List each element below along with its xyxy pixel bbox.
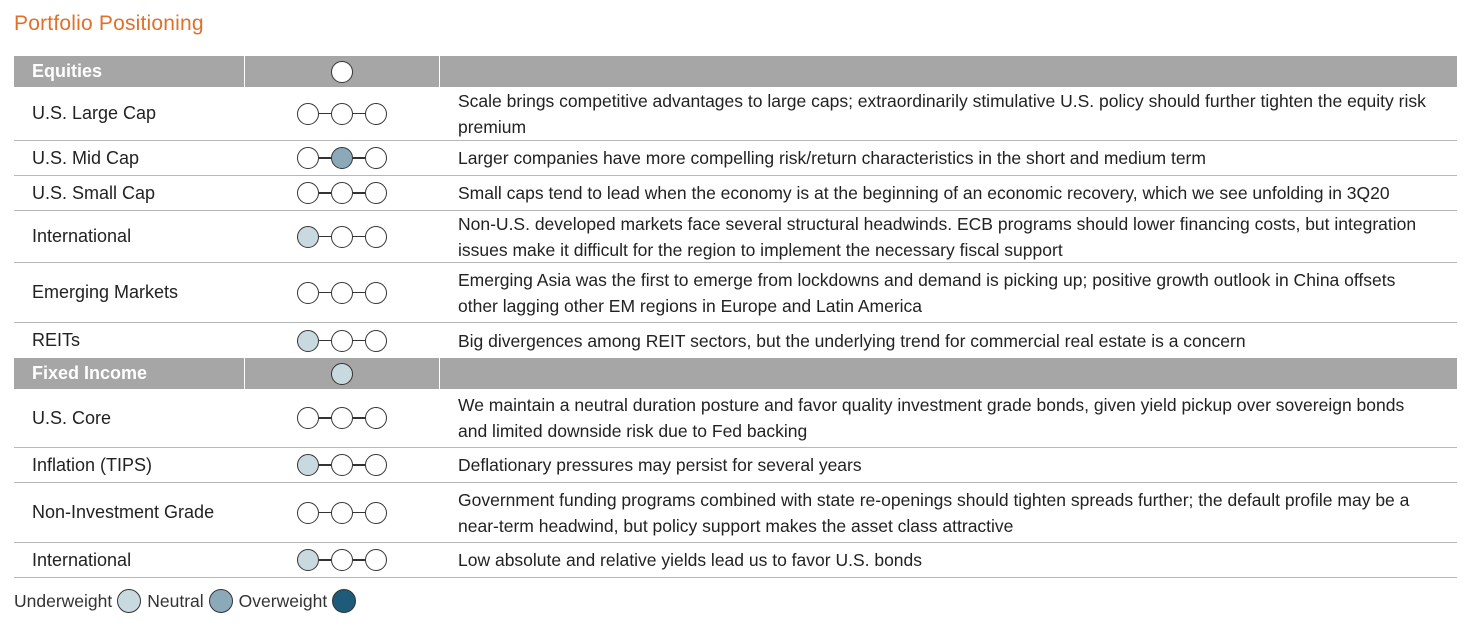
rating-connector	[319, 340, 331, 342]
rating-indicator	[297, 454, 387, 476]
rating-indicator	[297, 502, 387, 524]
section-header-equities	[14, 56, 1457, 87]
row-name: Inflation (TIPS)	[32, 454, 153, 475]
row-name: U.S. Small Cap	[32, 182, 156, 203]
row-comment: Scale brings competitive advantages to large caps; extraordinarily stimulative U.S. policy should further tighten the equity risk premium	[458, 90, 1426, 137]
underweight-rating-dot	[297, 147, 319, 169]
row-comment: Government funding programs combined with state re-openings should tighten spreads further; the default profile may be a near-term headwind, but policy support makes the asset class attractive	[458, 489, 1410, 536]
rating-connector	[319, 417, 331, 419]
underweight-swatch	[117, 589, 141, 613]
table-row	[14, 176, 1457, 211]
neutral-rating-dot	[331, 549, 353, 571]
legend-neutral-label: Neutral	[147, 590, 204, 611]
section-label: Fixed Income	[32, 363, 148, 383]
overweight-rating-dot	[365, 103, 387, 125]
row-comment: Low absolute and relative yields lead us to favor U.S. bonds	[458, 550, 923, 570]
row-name: U.S. Mid Cap	[32, 147, 140, 168]
rating-connector	[319, 292, 331, 294]
legend-overweight-label: Overweight	[238, 590, 328, 611]
rating-connector	[353, 512, 365, 514]
row-comment: Big divergences among REIT sectors, but the underlying trend for commercial real estate is a concern	[458, 330, 1246, 351]
rating-indicator	[297, 282, 387, 304]
rating-indicator	[297, 407, 387, 429]
row-name: REITs	[32, 330, 81, 350]
neutral-rating-dot	[331, 226, 353, 248]
table-row	[14, 87, 1457, 141]
overweight-rating-dot	[365, 502, 387, 524]
overweight-rating-dot	[365, 147, 387, 169]
neutral-rating-dot	[331, 282, 353, 304]
row-name: International	[32, 549, 132, 570]
row-name: U.S. Large Cap	[32, 103, 157, 123]
overweight-swatch	[332, 589, 356, 613]
rating-connector	[353, 340, 365, 342]
row-comment: Non-U.S. developed markets face several structural headwinds. ECB programs should lower financing costs, but integration issues make it difficult for the region to implement the necessary fiscal support	[458, 213, 1417, 260]
neutral-rating-dot	[331, 103, 353, 125]
row-name: U.S. Core	[32, 407, 112, 428]
table-row	[14, 263, 1457, 323]
table-row	[14, 448, 1457, 483]
table-row	[14, 211, 1457, 263]
rating-connector	[353, 192, 365, 194]
legend	[14, 589, 362, 613]
page-title: Portfolio Positioning	[14, 12, 204, 35]
underweight-rating-dot	[297, 282, 319, 304]
rating-connector	[353, 157, 365, 159]
section-label: Equities	[32, 61, 103, 81]
overweight-rating-dot	[365, 407, 387, 429]
rating-connector	[353, 292, 365, 294]
neutral-rating-dot	[331, 502, 353, 524]
neutral-rating-dot	[331, 147, 353, 169]
underweight-rating-dot	[297, 226, 319, 248]
section-header-fixed-income	[14, 358, 1457, 389]
table-row	[14, 543, 1457, 578]
table-row	[14, 389, 1457, 448]
neutral-swatch	[209, 589, 233, 613]
row-comment: We maintain a neutral duration posture and favor quality investment grade bonds, given yield pickup over sovereign bonds and limited downside risk due to Fed backing	[458, 395, 1405, 441]
row-comment: Deflationary pressures may persist for several years	[458, 455, 862, 475]
row-comment: Small caps tend to lead when the economy is at the beginning of an economic recovery, which we see unfolding in 3Q20	[458, 183, 1390, 203]
legend-underweight-label: Underweight	[14, 590, 113, 611]
rating-connector	[319, 113, 331, 115]
rating-indicator	[297, 549, 387, 571]
neutral-rating-dot	[331, 407, 353, 429]
underweight-rating-dot	[297, 407, 319, 429]
neutral-rating-dot	[331, 182, 353, 204]
rating-indicator	[297, 226, 387, 248]
rating-connector	[319, 192, 331, 194]
underweight-rating-dot	[297, 549, 319, 571]
rating-connector	[319, 464, 331, 466]
rating-connector	[353, 236, 365, 238]
section-rating-dot	[331, 363, 353, 385]
neutral-rating-dot	[331, 454, 353, 476]
rating-connector	[353, 464, 365, 466]
overweight-rating-dot	[365, 330, 387, 352]
rating-connector	[353, 417, 365, 419]
rating-indicator	[297, 147, 387, 169]
overweight-rating-dot	[365, 282, 387, 304]
underweight-rating-dot	[297, 502, 319, 524]
table-row	[14, 323, 1457, 358]
rating-indicator	[297, 103, 387, 125]
table-row	[14, 483, 1457, 543]
row-name: Non-Investment Grade	[32, 502, 215, 522]
rating-connector	[319, 157, 331, 159]
table-row	[14, 141, 1457, 176]
row-name: International	[32, 226, 132, 246]
overweight-rating-dot	[365, 226, 387, 248]
underweight-rating-dot	[297, 454, 319, 476]
underweight-rating-dot	[297, 103, 319, 125]
row-comment: Emerging Asia was the first to emerge from lockdowns and demand is picking up; positive growth outlook in China offsets other lagging other EM regions in Europe and Latin America	[458, 269, 1396, 316]
overweight-rating-dot	[365, 454, 387, 476]
rating-indicator	[297, 330, 387, 352]
underweight-rating-dot	[297, 182, 319, 204]
overweight-rating-dot	[365, 182, 387, 204]
row-comment: Larger companies have more compelling risk/return characteristics in the short and medium term	[458, 148, 1206, 168]
overweight-rating-dot	[365, 549, 387, 571]
rating-connector	[319, 559, 331, 561]
rating-connector	[353, 113, 365, 115]
rating-connector	[319, 512, 331, 514]
section-rating-dot	[331, 61, 353, 83]
row-name: Emerging Markets	[32, 282, 179, 302]
neutral-rating-dot	[331, 330, 353, 352]
rating-indicator	[297, 182, 387, 204]
rating-connector	[319, 236, 331, 238]
underweight-rating-dot	[297, 330, 319, 352]
rating-connector	[353, 559, 365, 561]
positioning-table	[14, 56, 1457, 578]
